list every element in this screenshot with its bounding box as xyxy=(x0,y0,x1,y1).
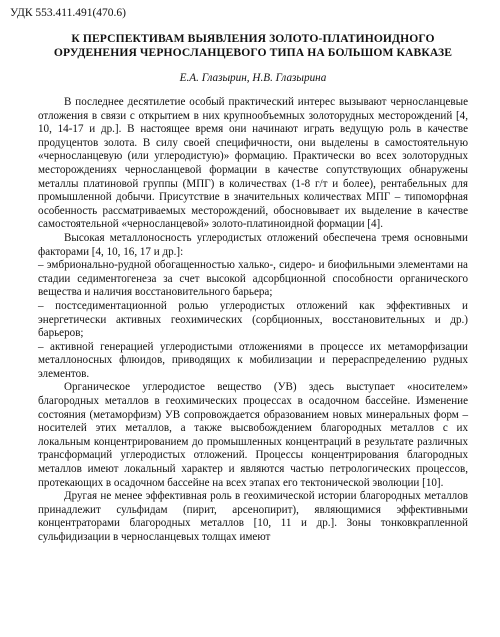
authors: Е.А. Глазырин, Н.В. Глазырина xyxy=(179,72,327,84)
article-title xyxy=(38,32,468,60)
paragraph-factors: Высокая металлоносность углеродистых отложений обеспечена тремя основными факторами [4, 10, 16, 17 и др.]: xyxy=(38,231,468,258)
paragraph-intro: В последнее десятилетие особый практический интерес вызывают черносланцевые отложения в связи с открытием в них крупнообъемных золоторудных месторождений [4, 10, 14-17 и др.]. В настоящее время они начинают играть ведущую роль в качестве продуцентов золота. В силу своей специфичности, они выделены в самостоятельную «черносланцевую (или углеродистую)» формацию. Практически во всех золоторудных месторождениях черносланцевой формации в качестве сопутствующих обнаружены металлы платиновой группы (МПГ) в количествах (1-8 г/т и более), рентабельных для промышленной добычи. Присутствие в значительных количествах МПГ – типоморфная особенность рассматриваемых месторождений, обосновывает их выделение в качестве самостоятельной «черносланцевой» золото-платиноидной формации [4]. xyxy=(38,96,468,231)
factor-item-3: – активной генерацией углеродистыми отложениями в процессе их метаморфизации металлоносных флюидов, приводящих к мобилизации и перераспределению рудных элементов. xyxy=(38,340,468,380)
udk-code: УДК 553.411.491(470.6) xyxy=(10,7,126,19)
article-body xyxy=(38,96,468,545)
title-line-2: ОРУДЕНЕНИЯ ЧЕРНОСЛАНЦЕВОГО ТИПА НА БОЛЬШОМ КАВКАЗЕ xyxy=(53,46,453,59)
factor-item-1: – эмбрионально-рудной обогащенностью халько-, сидеро- и биофильными элементами на стадии седиментогенеза за счет высокой адсорбционной способности органического вещества и наличия восстановительного барьера; xyxy=(38,259,468,299)
paragraph-organic-carbon: Органическое углеродистое вещество (УВ) здесь выступает «носителем» благородных металлов в геохимических процессах в осадочном бассейне. Изменение состояния (метаморфизм) УВ сопровождается образованием новых минеральных форм – носителей этих металлов, а также высвобождением благородных металлов с их локальным концентрированием до промышленных концентраций в результате различных трансформаций углеродистых отложений. Процессы концентрирования благородных металлов имеют локальный характер и являются частью петрологических процессов, протекающих в осадочном бассейне на всех этапах его тектонической эволюции [10]. xyxy=(38,381,468,489)
factor-item-2: – постседиментационной ролью углеродистых отложений как эффективных и энергетически активных геохимических (сорбционных, восстановительных и др.) барьеров; xyxy=(38,299,468,340)
title-line-1: К ПЕРСПЕКТИВАМ ВЫЯВЛЕНИЯ ЗОЛОТО-ПЛАТИНОИДНОГО xyxy=(71,32,435,45)
paragraph-sulfides: Другая не менее эффективная роль в геохимической истории благородных металлов принадлежит сульфидам (пирит, арсенопирит), являющимися эффективными концентраторами благородных металлов [10, 11 и др.]. Зоны тонковкрапленной сульфидизации в черносланцевых толщах имеют xyxy=(38,490,468,543)
